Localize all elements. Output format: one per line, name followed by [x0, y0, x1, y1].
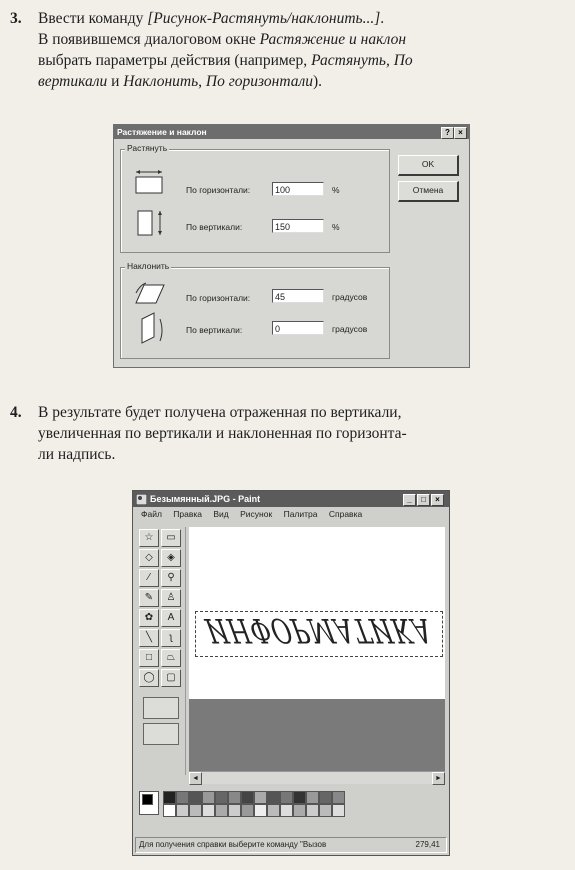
- stretch-skew-dialog: [113, 124, 470, 368]
- palette-swatch[interactable]: [163, 791, 176, 804]
- transparent-option-icon[interactable]: [143, 723, 179, 745]
- palette-swatch[interactable]: [332, 804, 345, 817]
- palette-swatch[interactable]: [254, 791, 267, 804]
- scroll-left-icon[interactable]: ◄: [189, 772, 202, 785]
- help-button[interactable]: ?: [441, 127, 454, 139]
- color-palette: [137, 789, 443, 825]
- palette-swatch[interactable]: [176, 791, 189, 804]
- airbrush-icon[interactable]: ✿: [139, 609, 159, 627]
- canvas-text: ИНФОРМАТИКА: [201, 610, 437, 650]
- free-select-icon[interactable]: ☆: [139, 529, 159, 547]
- eraser-icon[interactable]: ◇: [139, 549, 159, 567]
- rect-select-icon[interactable]: ▭: [161, 529, 181, 547]
- skew-h-input[interactable]: 45: [272, 289, 324, 303]
- opaque-option-icon[interactable]: [143, 697, 179, 719]
- stretch-h-label: По горизонтали:: [186, 185, 251, 195]
- palette-swatch[interactable]: [215, 791, 228, 804]
- palette-swatch[interactable]: [306, 804, 319, 817]
- stretch-h-input[interactable]: 100: [272, 182, 324, 196]
- palette-swatch[interactable]: [293, 791, 306, 804]
- menu-file[interactable]: Файл: [141, 509, 162, 519]
- step-4-text: В результате будет получена отраженная по вертикали, увеличенная по вертикали и наклоненная по горизонта- ли надпись.: [38, 404, 407, 463]
- palette-swatch[interactable]: [215, 804, 228, 817]
- stretch-v-label: По вертикали:: [186, 222, 243, 232]
- dialog-title: Растяжение и наклон: [114, 125, 469, 139]
- toolbox: [137, 527, 186, 775]
- skew-group-label: Наклонить: [127, 261, 170, 271]
- skew-v-label: По вертикали:: [186, 325, 243, 335]
- minimize-button[interactable]: _: [403, 494, 416, 506]
- skew-horizontal-icon: [132, 279, 168, 309]
- eyedropper-icon[interactable]: ⁄: [139, 569, 159, 587]
- palette-swatch[interactable]: [293, 804, 306, 817]
- palette-swatch[interactable]: [267, 791, 280, 804]
- palette-swatch[interactable]: [241, 791, 254, 804]
- menu-palette[interactable]: Палитра: [283, 509, 318, 519]
- palette-swatch[interactable]: [189, 791, 202, 804]
- palette-swatch[interactable]: [319, 791, 332, 804]
- palette-swatch[interactable]: [280, 791, 293, 804]
- status-text: Для получения справки выберите команду "Вызов: [139, 840, 327, 849]
- text-tool-icon[interactable]: A: [161, 609, 181, 627]
- skew-v-input[interactable]: 0: [272, 321, 324, 335]
- palette-swatch[interactable]: [241, 804, 254, 817]
- stretch-vertical-icon: [134, 207, 166, 241]
- skew-v-unit: градусов: [332, 324, 368, 334]
- stretch-v-input[interactable]: 150: [272, 219, 324, 233]
- stretch-h-unit: %: [332, 185, 340, 195]
- rounded-rect-icon[interactable]: ▢: [161, 669, 181, 687]
- magnifier-icon[interactable]: ⚲: [161, 569, 181, 587]
- scroll-right-icon[interactable]: ►: [432, 772, 445, 785]
- rectangle-icon[interactable]: □: [139, 649, 159, 667]
- skew-h-label: По горизонтали:: [186, 293, 251, 303]
- palette-swatch[interactable]: [176, 804, 189, 817]
- palette-swatch[interactable]: [228, 791, 241, 804]
- skew-h-unit: градусов: [332, 292, 368, 302]
- menu-help[interactable]: Справка: [328, 509, 363, 519]
- stretch-horizontal-icon: [134, 169, 166, 197]
- palette-swatch[interactable]: [228, 804, 241, 817]
- palette-swatch[interactable]: [202, 804, 215, 817]
- pencil-icon[interactable]: ✎: [139, 589, 159, 607]
- menu-view[interactable]: Вид: [213, 509, 229, 519]
- status-bar: [135, 837, 447, 853]
- palette-swatch[interactable]: [319, 804, 332, 817]
- palette-swatch[interactable]: [267, 804, 280, 817]
- selection-box[interactable]: [195, 611, 443, 657]
- step-number: 3.: [10, 10, 22, 27]
- stretch-group-label: Растянуть: [127, 143, 168, 153]
- palette-swatch[interactable]: [254, 804, 267, 817]
- close-button[interactable]: ×: [454, 127, 467, 139]
- ok-button[interactable]: OK: [398, 155, 459, 176]
- paint-window: [132, 490, 450, 856]
- horizontal-scrollbar[interactable]: [189, 771, 445, 784]
- cancel-button[interactable]: Отмена: [398, 181, 459, 202]
- status-coords: 279,41: [415, 840, 440, 849]
- step-3-text: Ввести команду [Рисунок-Растянуть/наклонить...]. В появившемся диалоговом окне Растяжение и наклон выбрать параметры действия (например, Растянуть, По вертикали и Наклонить, По горизонтали).: [38, 10, 413, 90]
- palette-swatch[interactable]: [202, 791, 215, 804]
- menu-edit[interactable]: Правка: [173, 509, 202, 519]
- menu-bar: [141, 509, 371, 519]
- maximize-button[interactable]: □: [417, 494, 430, 506]
- palette-swatch[interactable]: [306, 791, 319, 804]
- polygon-icon[interactable]: ⏢: [161, 649, 181, 667]
- palette-swatch[interactable]: [163, 804, 176, 817]
- canvas[interactable]: [189, 527, 445, 699]
- stretch-v-unit: %: [332, 222, 340, 232]
- foreground-color[interactable]: [142, 794, 153, 805]
- close-button[interactable]: ×: [431, 494, 444, 506]
- menu-image[interactable]: Рисунок: [240, 509, 273, 519]
- canvas-area: [189, 527, 445, 771]
- ellipse-icon[interactable]: ◯: [139, 669, 159, 687]
- brush-icon[interactable]: ♙: [161, 589, 181, 607]
- fill-icon[interactable]: ◈: [161, 549, 181, 567]
- paint-app-icon: [136, 494, 147, 507]
- palette-swatch[interactable]: [280, 804, 293, 817]
- step-number: 4.: [10, 404, 22, 421]
- menu-command: [Рисунок-Растянуть/наклонить...]: [147, 10, 381, 27]
- paint-title: Безымянный.JPG - Paint: [133, 491, 449, 507]
- palette-swatch[interactable]: [189, 804, 202, 817]
- skew-vertical-icon: [136, 311, 168, 347]
- palette-swatch[interactable]: [332, 791, 345, 804]
- curve-icon[interactable]: ʅ: [161, 629, 181, 647]
- line-icon[interactable]: ╲: [139, 629, 159, 647]
